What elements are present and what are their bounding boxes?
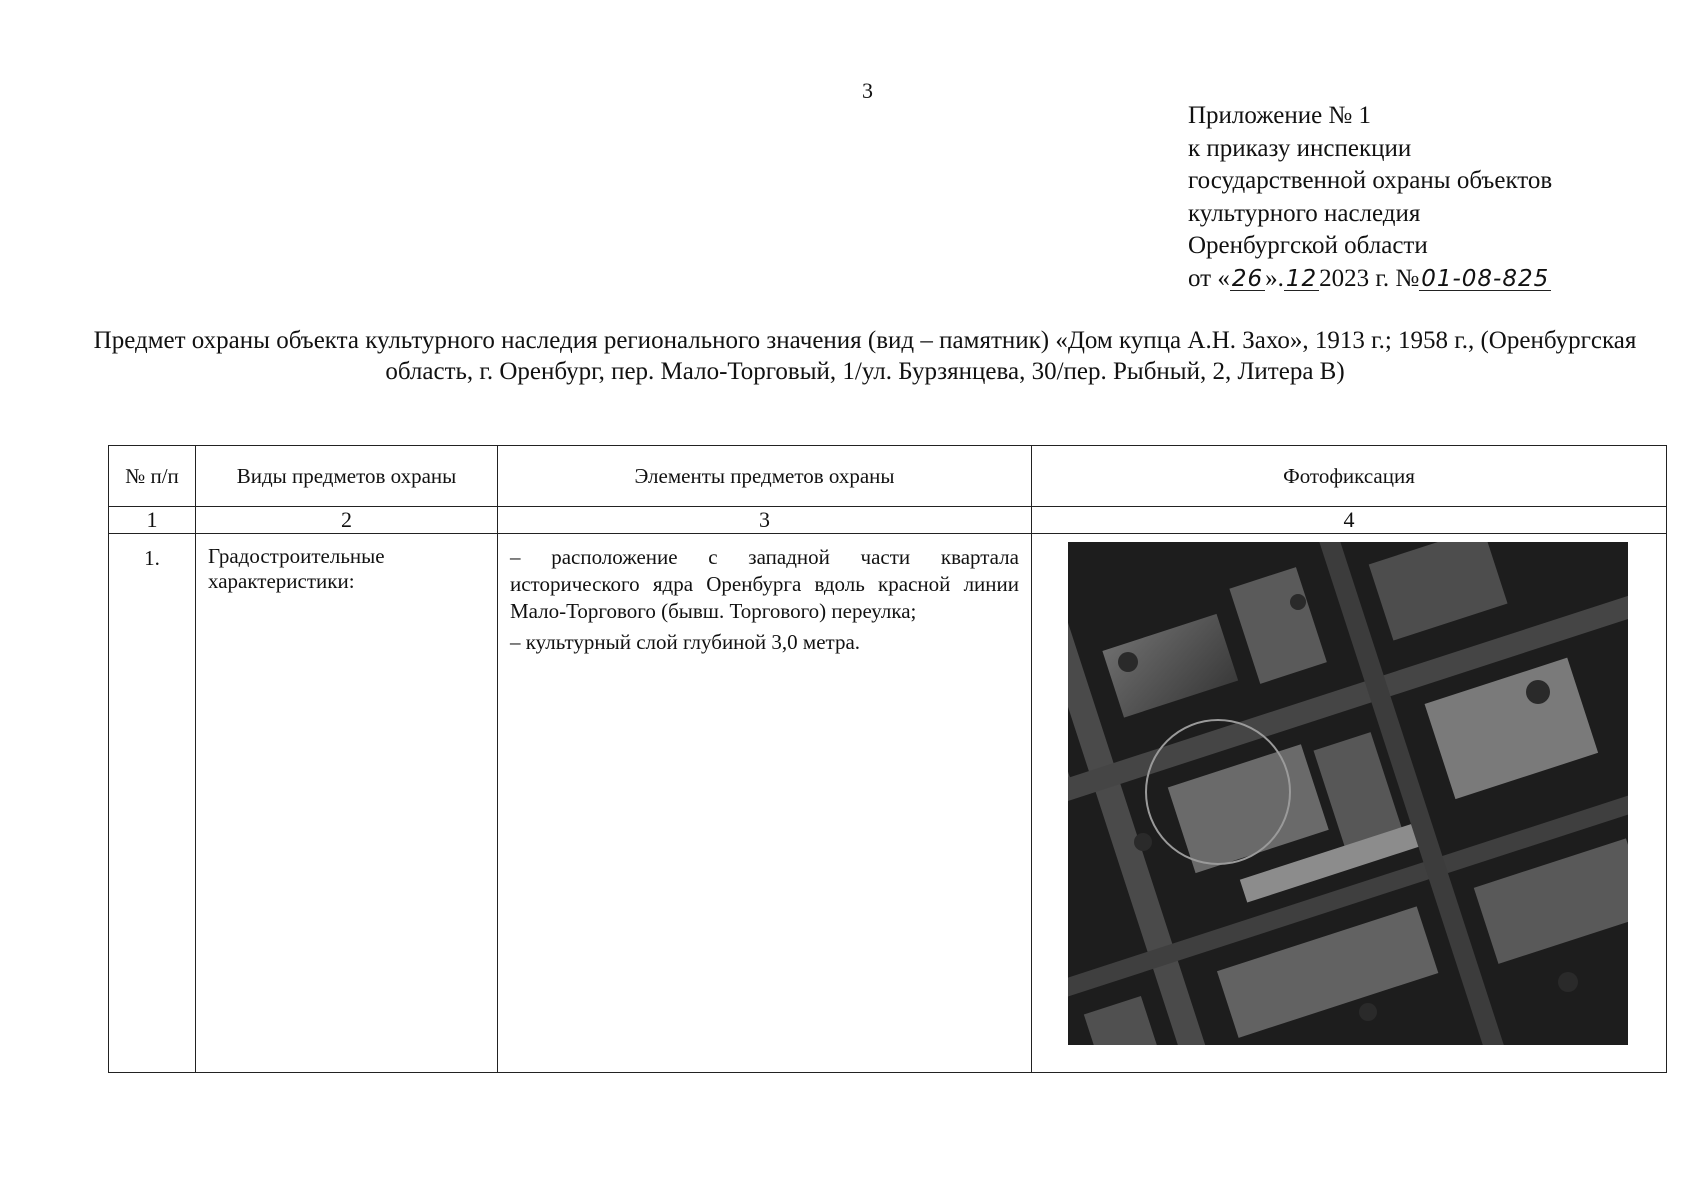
row-elements bbox=[498, 534, 1032, 1073]
header-photo: Фотофиксация bbox=[1032, 446, 1667, 507]
aerial-photo bbox=[1068, 542, 1628, 1045]
appendix-line: Приложение № 1 bbox=[1188, 102, 1372, 129]
header-elements: Элементы предметов охраны bbox=[498, 446, 1032, 507]
date-separator: ». bbox=[1265, 264, 1284, 292]
appendix-line: Оренбургской области bbox=[1188, 232, 1428, 259]
column-number: 4 bbox=[1032, 507, 1667, 534]
element-item: – культурный слой глубиной 3,0 метра. bbox=[510, 630, 861, 654]
date-year: 2023 г. № bbox=[1319, 264, 1420, 292]
column-number: 2 bbox=[196, 507, 498, 534]
document-title: Предмет охраны объекта культурного наследия регионального значения (вид – памятник) «Дом купца А.Н. Захо», 1913 г.; 1958 г., (Оренбургская область, г. Оренбург, пер. Мало-Торговый, 1/ул. Бурзянцева, 30/пер. Рыбный, 2, Литера В) bbox=[93, 327, 1637, 385]
handwritten-day: 26 bbox=[1231, 265, 1264, 292]
page-number: 3 bbox=[862, 78, 873, 103]
handwritten-month: 12 bbox=[1285, 265, 1318, 292]
header-num: № п/п bbox=[109, 446, 196, 507]
row-photo-cell bbox=[1032, 534, 1667, 1073]
column-number: 3 bbox=[498, 507, 1032, 534]
order-date-line bbox=[1188, 263, 1552, 296]
column-number-row bbox=[109, 507, 1667, 534]
handwritten-order-number: 01-08-825 bbox=[1421, 265, 1550, 292]
date-prefix: от « bbox=[1188, 264, 1230, 292]
table-header-row bbox=[109, 446, 1667, 507]
column-number: 1 bbox=[109, 507, 196, 534]
row-number: 1. bbox=[109, 534, 196, 1073]
appendix-line: государственной охраны объектов bbox=[1188, 167, 1553, 194]
table-row bbox=[109, 534, 1667, 1073]
protection-table bbox=[108, 445, 1667, 1073]
element-item: – расположение с западной части квартала исторического ядра Оренбурга вдоль красной линии Мало-Торгового (бывш. Торгового) переулка; bbox=[510, 545, 1019, 623]
appendix-line: к приказу инспекции bbox=[1188, 134, 1412, 162]
appendix-header bbox=[1188, 100, 1552, 295]
row-kind: Градостроительные характеристики: bbox=[196, 534, 498, 1073]
appendix-line: культурного наследия bbox=[1188, 199, 1421, 227]
header-kinds: Виды предметов охраны bbox=[196, 446, 498, 507]
